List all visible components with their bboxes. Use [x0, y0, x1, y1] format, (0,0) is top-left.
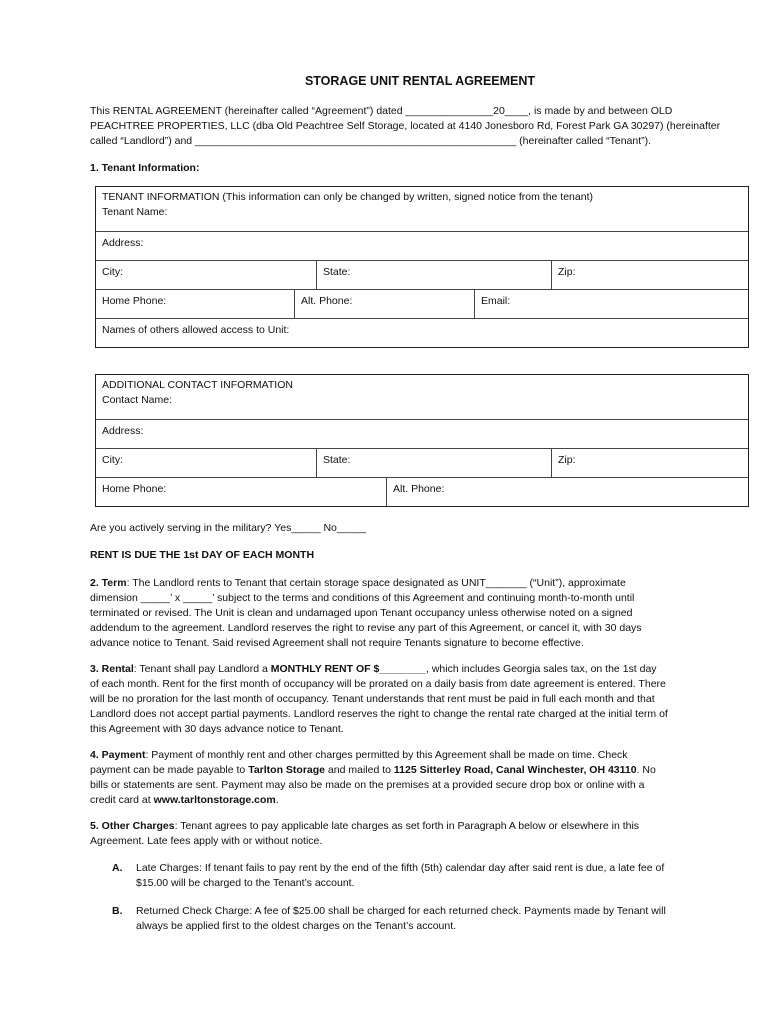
other-charges-line: Agreement. Late fees apply with or without notice.	[90, 835, 323, 847]
payment-text: credit card at	[90, 794, 154, 806]
tenant-email-field[interactable]: Email:	[474, 290, 748, 318]
payment-text: and mailed to	[325, 764, 394, 776]
term-line: terminated or revised. The Unit is clean and undamaged upon Tenant occupancy unless otherwise noted on a signed	[90, 607, 633, 619]
intro-line: PEACHTREE PROPERTIES, LLC (dba Old Peachtree Self Storage, located at 4140 Jonesboro Rd, Forest Park GA 30297) (hereinafter	[90, 120, 721, 132]
tenant-city-row	[96, 260, 748, 289]
contact-city-row	[96, 448, 748, 477]
term-line: addendum to the agreement. Landlord reserves the right to revise any part of this Agreement, or cancel it, with 30 days	[90, 622, 642, 634]
contact-address-row[interactable]	[96, 419, 748, 448]
intro-line: This RENTAL AGREEMENT (hereinafter called “Agreement”) dated _______________20____, is made by and between OLD	[90, 105, 673, 117]
tenant-address-row[interactable]	[96, 231, 748, 260]
website-link[interactable]: www.tarltonstorage.com	[153, 794, 276, 806]
other-charges-section	[90, 819, 754, 849]
tenant-phone-row	[96, 289, 748, 318]
tenant-city-field[interactable]: City:	[102, 266, 123, 278]
other-charges-heading: 5. Other Charges	[90, 820, 175, 832]
intro-paragraph	[90, 104, 750, 149]
contact-state-field[interactable]: State:	[316, 449, 551, 477]
payment-text: . No	[636, 764, 656, 776]
payment-text: : Payment of monthly rent and other charges permitted by this Agreement shall be made on time. Check	[145, 749, 628, 761]
rental-text: , which includes Georgia sales tax, on the 1st day	[426, 663, 657, 675]
payment-line: bills or statements are sent. Payment may also be made on the premises at a provided secure drop box or online with a	[90, 779, 645, 791]
list-item-label: B.	[112, 905, 123, 917]
contact-name-label: Contact Name:	[102, 394, 173, 406]
payee-name: Tarlton Storage	[248, 764, 325, 776]
rental-line: this Agreement with 30 days advance notice to Tenant.	[90, 723, 344, 735]
monthly-rent-blank: MONTHLY RENT OF $________	[270, 663, 426, 675]
contact-zip-field[interactable]: Zip:	[551, 449, 748, 477]
list-item-line: Late Charges: If tenant fails to pay rent by the end of the fifth (5th) calendar day after said rent is due, a late fee of	[136, 862, 665, 874]
mailing-address: 1125 Sitterley Road, Canal Winchester, OH 43110	[393, 764, 637, 776]
tenant-name-row[interactable]	[96, 187, 748, 231]
payment-text: payment can be made payable to	[90, 764, 249, 776]
additional-contact-box	[95, 374, 749, 507]
tenant-box-header: TENANT INFORMATION (This information can only be changed by written, signed notice from the tenant)	[102, 191, 593, 203]
tenant-address-label: Address:	[102, 237, 144, 249]
term-line: advance notice to Tenant. Said revised Agreement shall not require Tenants signature to become effective.	[90, 637, 584, 649]
list-item-line: $15.00 will be charged to the Tenant’s account.	[136, 877, 355, 889]
tenant-alt-phone-field[interactable]: Alt. Phone:	[294, 290, 474, 318]
tenant-info-box	[95, 186, 749, 348]
rental-line: will be no proration for the last month of occupancy. Tenant understands that rent must be paid in full each month and that	[90, 693, 655, 705]
section-heading-tenant-info: 1. Tenant Information:	[90, 162, 200, 174]
contact-alt-phone-field[interactable]: Alt. Phone:	[386, 478, 748, 506]
payment-text: .	[275, 794, 279, 806]
rental-text: : Tenant shall pay Landlord a	[133, 663, 271, 675]
tenant-zip-field[interactable]: Zip:	[551, 261, 748, 289]
tenant-state-field[interactable]: State:	[316, 261, 551, 289]
military-question: Are you actively serving in the military? Yes_____ No_____	[90, 522, 367, 534]
rental-line: of each month. Rent for the first month of occupancy will be prorated on a daily basis from date agreement is entered. There	[90, 678, 666, 690]
rental-line: Landlord does not accept partial payments. Landlord reserves the right to change the rental rate charged at the initial term of	[90, 708, 668, 720]
contact-name-row[interactable]	[96, 375, 748, 419]
term-section	[90, 576, 754, 651]
tenant-home-phone-field[interactable]: Home Phone:	[102, 295, 167, 307]
others-access-label: Names of others allowed access to Unit:	[102, 324, 290, 336]
document-title: STORAGE UNIT RENTAL AGREEMENT	[304, 74, 536, 88]
other-charges-text: : Tenant agrees to pay applicable late charges as set forth in Paragraph A below or elsewhere in this	[174, 820, 640, 832]
contact-city-field[interactable]: City:	[102, 454, 123, 466]
term-line: : The Landlord rents to Tenant that certain storage space designated as UNIT_______ (“Unit”), approximate	[126, 577, 626, 589]
payment-section	[90, 748, 754, 808]
rent-due-notice: RENT IS DUE THE 1st DAY OF EACH MONTH	[90, 549, 315, 561]
contact-home-phone-field[interactable]: Home Phone:	[102, 483, 167, 495]
contact-box-header: ADDITIONAL CONTACT INFORMATION	[102, 379, 293, 391]
contact-address-label: Address:	[102, 425, 144, 437]
rental-heading: 3. Rental	[90, 663, 134, 675]
list-item-line: Returned Check Charge: A fee of $25.00 shall be charged for each returned check. Payments made by Tenant will	[136, 905, 666, 917]
rental-section	[90, 662, 754, 737]
intro-line: called “Landlord”) and _______________________________________________________ (hereinafter called “Tenant”).	[90, 135, 652, 147]
tenant-name-label: Tenant Name:	[102, 206, 168, 218]
contact-phone-row	[96, 477, 748, 506]
term-heading: 2. Term	[90, 577, 127, 589]
list-item-line: always be applied first to the oldest charges on the Tenant’s account.	[136, 920, 457, 932]
tenant-others-row[interactable]	[96, 318, 748, 347]
list-item-label: A.	[112, 862, 123, 874]
payment-heading: 4. Payment	[90, 749, 146, 761]
term-line: dimension _____’ x _____’ subject to the terms and conditions of this Agreement and continuing month-to-month until	[90, 592, 635, 604]
